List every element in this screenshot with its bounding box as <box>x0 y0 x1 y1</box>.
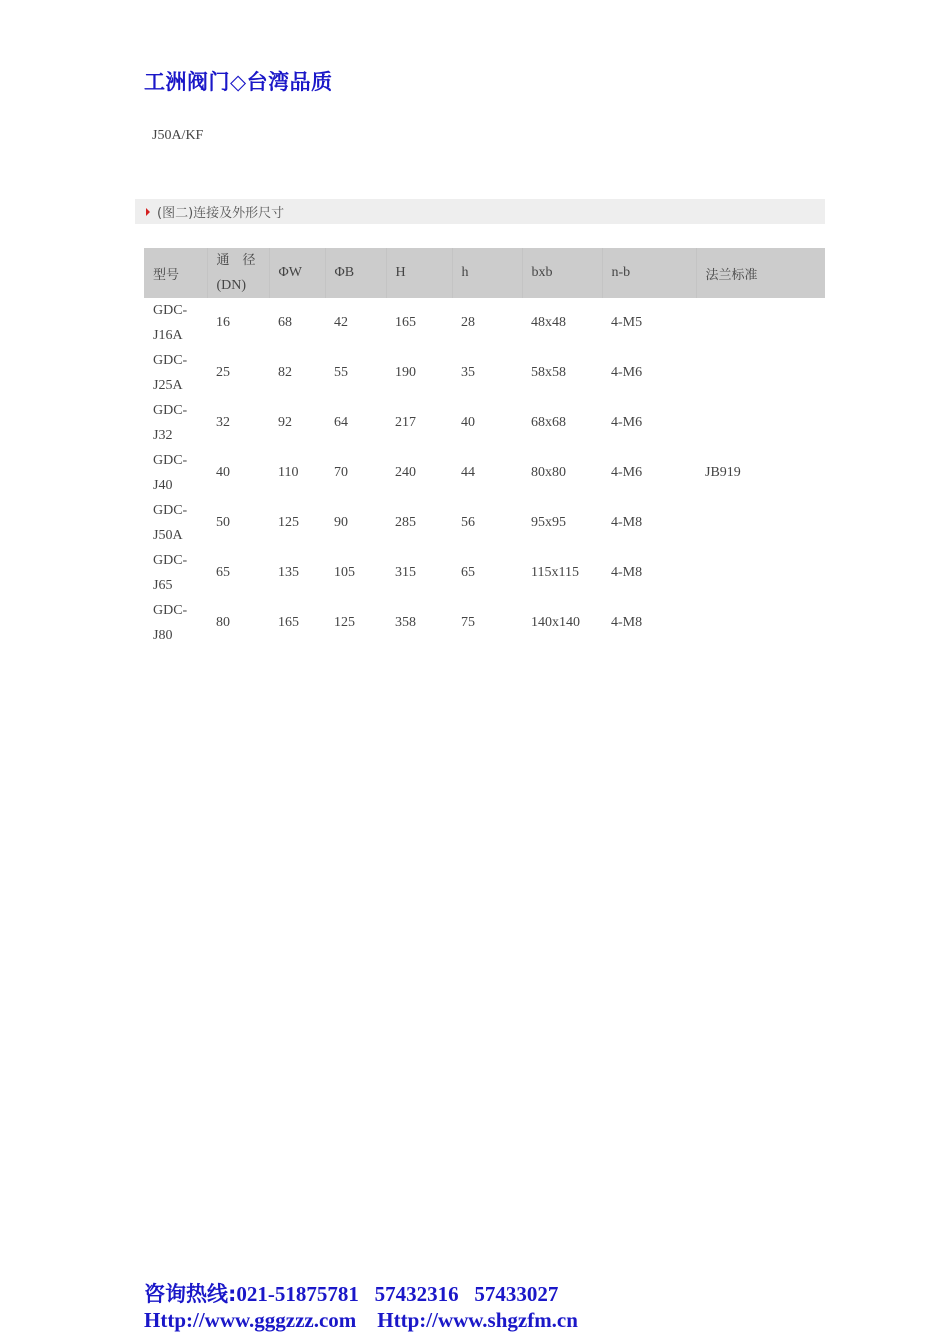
cell-nb: 4-M5 <box>611 315 643 330</box>
cell-std <box>696 598 825 648</box>
cell-model <box>144 398 207 448</box>
cell-std: JB919 <box>705 465 741 480</box>
cell-model <box>144 548 207 598</box>
cell-bxb: 58x58 <box>531 365 566 380</box>
cell-model-suffix: J50A <box>153 528 183 543</box>
page-title: 工洲阀门◇台湾品质 <box>144 70 333 94</box>
cell-h: 40 <box>461 415 475 430</box>
cell-dn: 16 <box>216 315 230 330</box>
cell-std <box>696 298 825 348</box>
cell-w: 82 <box>278 365 292 380</box>
hotline-numbers: 021-51875781 57432316 57433027 <box>236 1282 559 1306</box>
cell-H: 165 <box>395 315 416 330</box>
cell-model-prefix: GDC- <box>153 503 188 518</box>
header-h: h <box>452 248 522 298</box>
cell-model-prefix: GDC- <box>153 553 188 568</box>
cell-model <box>144 448 207 498</box>
cell-bxb: 80x80 <box>531 465 566 480</box>
cell-model-prefix: GDC- <box>153 403 188 418</box>
cell-nb: 4-M6 <box>611 415 643 430</box>
cell-w: 125 <box>278 515 299 530</box>
cell-H: 240 <box>395 465 416 480</box>
header-phi-b: ΦB <box>325 248 386 298</box>
cell-H: 285 <box>395 515 416 530</box>
cell-model-suffix: J32 <box>153 428 173 443</box>
cell-nb: 4-M8 <box>611 515 643 530</box>
dimensions-table <box>144 248 825 648</box>
cell-dn: 40 <box>216 465 230 480</box>
table-row <box>144 298 825 348</box>
cell-model <box>144 598 207 648</box>
cell-dn: 80 <box>216 615 230 630</box>
cell-H: 190 <box>395 365 416 380</box>
table-body <box>144 298 825 648</box>
header-phi-w: ΦW <box>269 248 325 298</box>
cell-h: 75 <box>461 615 475 630</box>
cell-b: 55 <box>334 365 348 380</box>
cell-model-prefix: GDC- <box>153 353 188 368</box>
header-model: 型号 <box>144 248 207 298</box>
cell-model-suffix: J40 <box>153 478 173 493</box>
cell-bxb: 115x115 <box>531 565 579 580</box>
cell-model-prefix: GDC- <box>153 303 188 318</box>
table-row <box>144 398 825 448</box>
cell-model-prefix: GDC- <box>153 453 188 468</box>
cell-model-suffix: J16A <box>153 328 183 343</box>
cell-std <box>696 548 825 598</box>
cell-dn: 65 <box>216 565 230 580</box>
cell-nb: 4-M6 <box>611 465 643 480</box>
hotline-label: 咨询热线: <box>144 1282 237 1306</box>
cell-b: 90 <box>334 515 348 530</box>
arrow-right-icon <box>146 208 150 216</box>
header-dn-unit: (DN) <box>216 278 247 293</box>
cell-nb: 4-M6 <box>611 365 643 380</box>
cell-model-prefix: GDC- <box>153 603 188 618</box>
cell-b: 42 <box>334 315 348 330</box>
table-row <box>144 348 825 398</box>
hotline-line <box>144 1282 558 1306</box>
cell-H: 315 <box>395 565 416 580</box>
cell-H: 358 <box>395 615 416 630</box>
cell-bxb: 95x95 <box>531 515 566 530</box>
header-dn <box>207 248 269 298</box>
cell-w: 110 <box>278 465 299 480</box>
cell-b: 70 <box>334 465 348 480</box>
cell-bxb: 140x140 <box>531 615 580 630</box>
cell-dn: 32 <box>216 415 230 430</box>
cell-w: 165 <box>278 615 299 630</box>
cell-w: 92 <box>278 415 292 430</box>
cell-w: 135 <box>278 565 299 580</box>
cell-h: 56 <box>461 515 475 530</box>
header-H: H <box>386 248 452 298</box>
cell-model-suffix: J65 <box>153 578 173 593</box>
cell-std <box>696 348 825 398</box>
cell-H: 217 <box>395 415 416 430</box>
section-header <box>135 199 825 224</box>
table-row <box>144 598 825 648</box>
cell-dn: 50 <box>216 515 230 530</box>
cell-model-suffix: J80 <box>153 628 173 643</box>
cell-b: 64 <box>334 415 348 430</box>
cell-h: 65 <box>461 565 475 580</box>
cell-model <box>144 298 207 348</box>
cell-dn: 25 <box>216 365 230 380</box>
cell-std <box>696 498 825 548</box>
cell-nb: 4-M8 <box>611 565 643 580</box>
table-row <box>144 448 825 498</box>
header-flange-standard: 法兰标准 <box>696 248 825 298</box>
cell-model <box>144 348 207 398</box>
cell-w: 68 <box>278 315 292 330</box>
cell-std <box>696 398 825 448</box>
cell-model-suffix: J25A <box>153 378 183 393</box>
cell-h: 44 <box>461 465 475 480</box>
cell-nb: 4-M8 <box>611 615 643 630</box>
cell-bxb: 68x68 <box>531 415 566 430</box>
cell-h: 35 <box>461 365 475 380</box>
cell-h: 28 <box>461 315 475 330</box>
website-urls: Http://www.gggzzz.com Http://www.shgzfm.cn <box>144 1308 578 1332</box>
cell-bxb: 48x48 <box>531 315 566 330</box>
model-code: J50A/KF <box>152 128 204 143</box>
footer-contact <box>144 1281 578 1333</box>
table-row <box>144 548 825 598</box>
cell-model <box>144 498 207 548</box>
header-dn-label: 通 径 <box>216 253 256 268</box>
section-label: (图二)连接及外形尺寸 <box>157 206 285 221</box>
header-bxb: bxb <box>522 248 602 298</box>
table-row <box>144 498 825 548</box>
cell-b: 125 <box>334 615 355 630</box>
cell-b: 105 <box>334 565 355 580</box>
table-header-row <box>144 248 825 298</box>
header-nb: n-b <box>602 248 696 298</box>
